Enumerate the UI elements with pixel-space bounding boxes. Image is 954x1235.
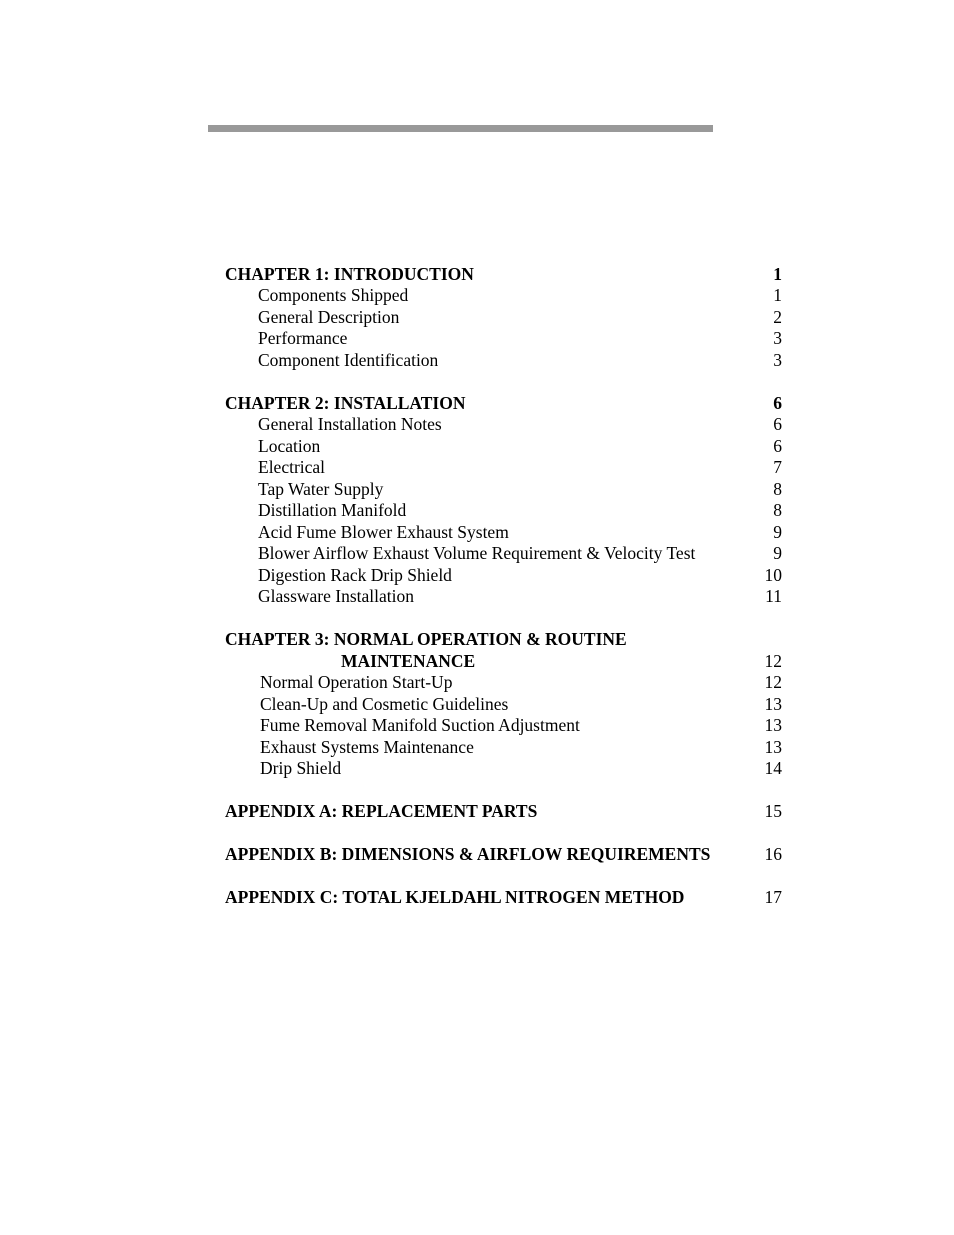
toc-entry-page: 14 xyxy=(764,758,782,778)
toc-entry-page: 6 xyxy=(773,414,782,434)
toc-entry-title: Normal Operation Start-Up xyxy=(260,672,453,692)
toc-entry-title: CHAPTER 1: INTRODUCTION xyxy=(225,264,474,284)
toc-appendix-c-heading[interactable] xyxy=(0,886,954,908)
toc-entry-title: MAINTENANCE xyxy=(341,651,476,671)
toc-entry[interactable] xyxy=(0,306,954,328)
toc-entry-title: Acid Fume Blower Exhaust System xyxy=(258,522,509,542)
toc-entry-page: 8 xyxy=(773,479,782,499)
toc-entry-title: Performance xyxy=(258,328,348,348)
toc-entry[interactable] xyxy=(0,478,954,500)
toc-entry-title: APPENDIX B: DIMENSIONS & AIRFLOW REQUIREMENTS xyxy=(225,844,711,864)
toc-entry-title: Components Shipped xyxy=(258,285,409,305)
toc-entry-page: 13 xyxy=(764,737,782,757)
toc-entry[interactable] xyxy=(0,585,954,607)
toc-entry-title: CHAPTER 2: INSTALLATION xyxy=(225,393,466,413)
toc-entry-page: 13 xyxy=(764,694,782,714)
toc-entry[interactable] xyxy=(0,542,954,564)
toc-entry-page: 1 xyxy=(773,264,782,284)
toc-entry[interactable] xyxy=(0,714,954,736)
toc-entry-page: 7 xyxy=(773,457,782,477)
toc-entry[interactable] xyxy=(0,693,954,715)
toc-entry[interactable] xyxy=(0,499,954,521)
toc-entry-title: Fume Removal Manifold Suction Adjustment xyxy=(260,715,580,735)
toc-entry[interactable] xyxy=(0,349,954,371)
toc-entry[interactable] xyxy=(0,284,954,306)
toc-entry-title: Drip Shield xyxy=(260,758,342,778)
toc-chapter-3-heading[interactable] xyxy=(0,628,954,650)
toc-entry-page: 1 xyxy=(773,285,782,305)
toc-entry-title: Location xyxy=(258,436,321,456)
toc-entry-title: Electrical xyxy=(258,457,326,477)
toc-entry-page: 3 xyxy=(773,350,782,370)
toc-entry-page: 6 xyxy=(773,436,782,456)
toc-entry-page: 17 xyxy=(764,887,782,907)
toc-appendix-a-heading[interactable] xyxy=(0,800,954,822)
toc-entry-page: 9 xyxy=(773,543,782,563)
toc-entry-page: 9 xyxy=(773,522,782,542)
toc-entry-page: 13 xyxy=(764,715,782,735)
toc-entry-title: Glassware Installation xyxy=(258,586,414,606)
toc-chapter-1-heading[interactable] xyxy=(0,263,954,285)
toc-entry-title: APPENDIX C: TOTAL KJELDAHL NITROGEN METHOD xyxy=(225,887,685,907)
toc-appendix-b-heading[interactable] xyxy=(0,843,954,865)
toc-entry-title: Distillation Manifold xyxy=(258,500,407,520)
toc-chapter-3-heading-continued[interactable] xyxy=(0,650,954,672)
toc-entry[interactable] xyxy=(0,413,954,435)
toc-entry[interactable] xyxy=(0,327,954,349)
toc-entry-title: Blower Airflow Exhaust Volume Requirement & Velocity Test xyxy=(258,543,696,563)
toc-entry-page: 8 xyxy=(773,500,782,520)
toc-entry-title: General Installation Notes xyxy=(258,414,442,434)
toc-entry-title: Component Identification xyxy=(258,350,439,370)
toc-entry[interactable] xyxy=(0,736,954,758)
toc-entry[interactable] xyxy=(0,757,954,779)
toc-entry[interactable] xyxy=(0,435,954,457)
toc-entry[interactable] xyxy=(0,521,954,543)
toc-entry-page: 16 xyxy=(764,844,782,864)
toc-chapter-2-heading[interactable] xyxy=(0,392,954,414)
toc-entry-page: 11 xyxy=(765,586,782,606)
toc-entry-page: 3 xyxy=(773,328,782,348)
toc-entry-title: APPENDIX A: REPLACEMENT PARTS xyxy=(225,801,538,821)
toc-entry-title: CHAPTER 3: NORMAL OPERATION & ROUTINE xyxy=(225,629,627,649)
toc-entry-title: Tap Water Supply xyxy=(258,479,384,499)
toc-entry-page: 15 xyxy=(764,801,782,821)
toc-entry-title: Clean-Up and Cosmetic Guidelines xyxy=(260,694,509,714)
toc-entry[interactable] xyxy=(0,564,954,586)
toc-entry-title: Exhaust Systems Maintenance xyxy=(260,737,474,757)
toc-entry[interactable] xyxy=(0,456,954,478)
toc-entry-title: Digestion Rack Drip Shield xyxy=(258,565,452,585)
toc-entry-page: 12 xyxy=(764,672,782,692)
toc-entry-page: 6 xyxy=(773,393,782,413)
toc-entry-title: General Description xyxy=(258,307,400,327)
toc-entry-page: 10 xyxy=(764,565,782,585)
toc-entry-page: 12 xyxy=(764,651,782,671)
toc-entry[interactable] xyxy=(0,671,954,693)
toc-entry-page: 2 xyxy=(773,307,782,327)
